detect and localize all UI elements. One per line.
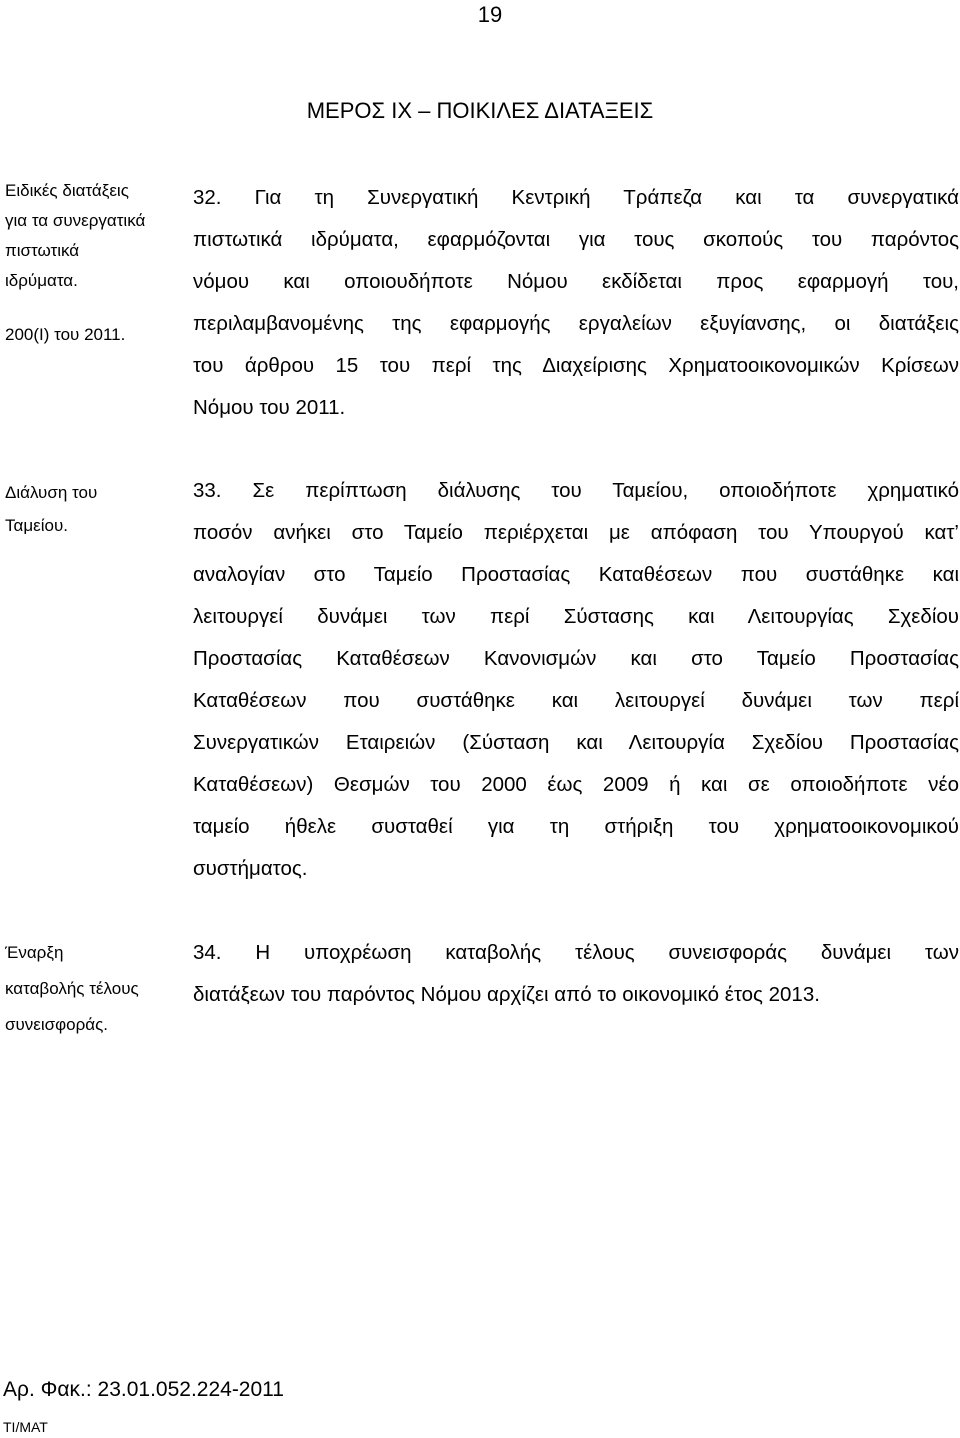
margin-note-section-34 bbox=[5, 935, 175, 1043]
paragraph-line: πιστωτικά ιδρύματα, εφαρμόζονται για τους σκοπούς του παρόντος bbox=[193, 228, 959, 251]
margin-note-line: καταβολής τέλους bbox=[5, 979, 139, 998]
margin-note-line: Διάλυση του bbox=[5, 483, 98, 502]
paragraph-line: Καταθέσεων) Θεσμών του 2000 έως 2009 ή και σε οποιοδήποτε νέο bbox=[193, 773, 959, 796]
paragraph-line: 32. Για τη Συνεργατική Κεντρική Τράπεζα και τα συνεργατικά bbox=[193, 186, 959, 209]
margin-note-section-33 bbox=[5, 476, 175, 542]
margin-note-line: συνεισφοράς. bbox=[5, 1015, 109, 1034]
part-title: ΜΕΡΟΣ ΙΧ – ΠΟΙΚΙΛΕΣ ΔΙΑΤΑΞΕΙΣ bbox=[306, 98, 654, 123]
margin-note-line: για τα συνεργατικά bbox=[5, 211, 146, 230]
margin-note-line: Έναρξη bbox=[5, 943, 64, 962]
paragraph-line: 33. Σε περίπτωση διάλυσης του Ταμείου, οποιοδήποτε χρηματικό bbox=[193, 479, 959, 502]
footer-file-reference: Αρ. Φακ.: 23.01.052.224-2011 bbox=[3, 1378, 284, 1401]
section-33-paragraph bbox=[193, 470, 959, 890]
paragraph-line: νόμου και οποιουδήποτε Νόμου εκδίδεται προς εφαρμογή του, bbox=[193, 270, 959, 293]
paragraph-line: Προστασίας Καταθέσεων Κανονισμών και στο Ταμείο Προστασίας bbox=[193, 647, 959, 670]
paragraph-line: 34. Η υποχρέωση καταβολής τέλους συνεισφοράς δυνάμει των bbox=[193, 941, 959, 964]
paragraph-line: του άρθρου 15 του περί της Διαχείρισης Χρηματοοικονομικών Κρίσεων bbox=[193, 354, 959, 377]
paragraph-line: περιλαμβανομένης της εφαρμογής εργαλείων εξυγίανσης, οι διατάξεις bbox=[193, 312, 959, 335]
section-32-paragraph bbox=[193, 177, 959, 429]
margin-note-line: πιστωτικά bbox=[5, 241, 80, 260]
paragraph-line: ταμείο ήθελε συσταθεί για τη στήριξη του χρηματοοικονομικού bbox=[193, 815, 959, 838]
paragraph-line: Καταθέσεων που συστάθηκε και λειτουργεί δυνάμει των περί bbox=[193, 689, 959, 712]
margin-note-line: ιδρύματα. bbox=[5, 271, 78, 290]
footer-initials: ΤΙ/ΜΑΤ bbox=[3, 1419, 48, 1435]
paragraph-line: λειτουργεί δυνάμει των περί Σύστασης και Λειτουργίας Σχεδίου bbox=[193, 605, 959, 628]
paragraph-line: ποσόν ανήκει στο Ταμείο περιέρχεται με απόφαση του Υπουργού κατ’ bbox=[193, 521, 959, 544]
paragraph-line: συστήματος. bbox=[193, 857, 308, 880]
paragraph-line: Συνεργατικών Εταιρειών (Σύσταση και Λειτουργία Σχεδίου Προστασίας bbox=[193, 731, 959, 754]
margin-note-section-32 bbox=[5, 176, 175, 350]
margin-note-legal-ref: 200(Ι) του 2011. bbox=[5, 325, 126, 344]
paragraph-line: Νόμου του 2011. bbox=[193, 396, 346, 419]
margin-note-line: Ταμείου. bbox=[5, 516, 68, 535]
margin-note-line: Ειδικές διατάξεις bbox=[5, 181, 129, 200]
page-number: 19 bbox=[477, 2, 503, 27]
paragraph-line: διατάξεων του παρόντος Νόμου αρχίζει από το οικονομικό έτος 2013. bbox=[193, 983, 820, 1006]
paragraph-line: αναλογίαν στο Ταμείο Προστασίας Καταθέσεων που συστάθηκε και bbox=[193, 563, 959, 586]
section-34-paragraph bbox=[193, 932, 959, 1016]
